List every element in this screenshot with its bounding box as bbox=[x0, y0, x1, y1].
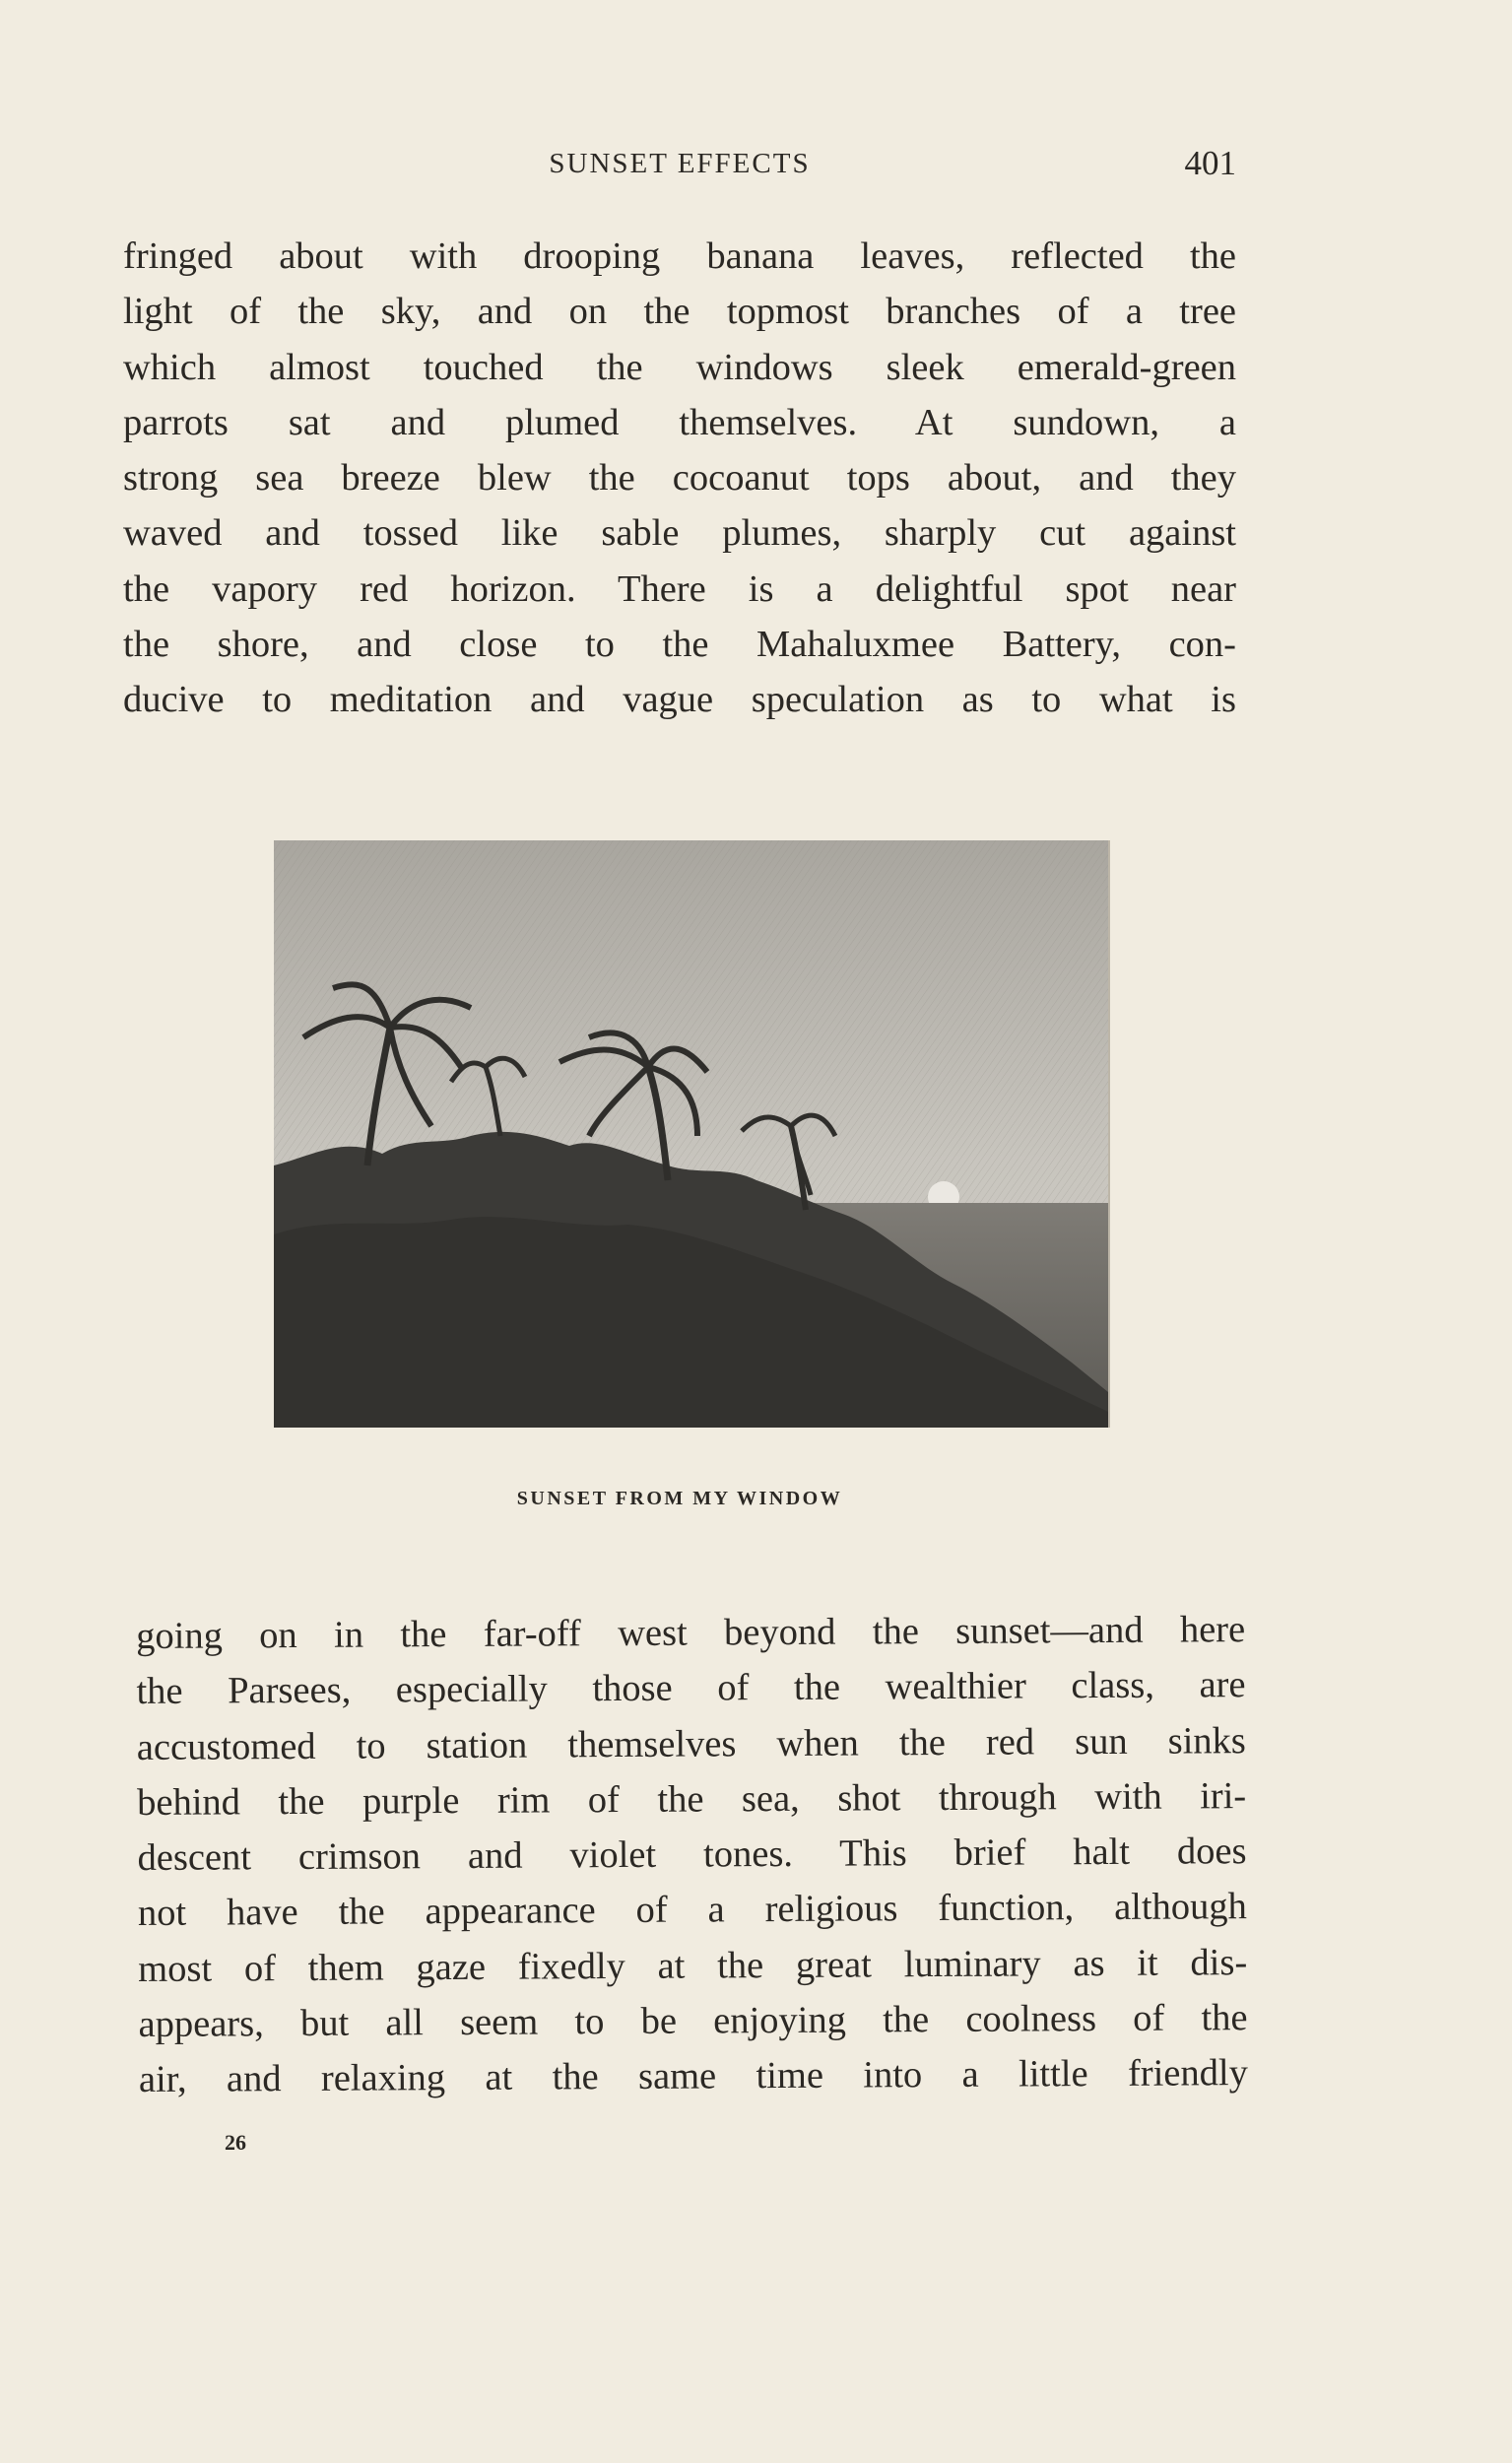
text-line: the shore, and close to the Mahaluxmee Battery, con- bbox=[123, 624, 1236, 666]
text-line: air, and relaxing at the same time into a little friendly bbox=[138, 2052, 1249, 2101]
text-line: accustomed to station themselves when the red sun sinks bbox=[136, 1719, 1246, 1768]
text-line: behind the purple rim of the sea, shot through with iri- bbox=[137, 1775, 1247, 1824]
text-line: not have the appearance of a religious function, although bbox=[137, 1886, 1247, 1935]
paragraph-bottom bbox=[136, 1602, 1248, 2108]
text-line: the vapory red horizon. There is a delightful spot near bbox=[123, 567, 1236, 610]
sunset-photograph bbox=[274, 840, 1110, 1428]
text-line: the Parsees, especially those of the wealthier class, are bbox=[136, 1664, 1246, 1713]
running-head bbox=[123, 144, 1236, 191]
text-line: most of them gaze fixedly at the great luminary as it dis- bbox=[138, 1941, 1248, 1990]
text-line: ducive to meditation and vague speculation as to what is bbox=[123, 679, 1236, 721]
text-line: fringed about with drooping banana leaves, reflected the bbox=[123, 235, 1236, 277]
text-line: which almost touched the windows sleek emerald-green bbox=[123, 346, 1236, 388]
figure-caption: SUNSET FROM MY WINDOW bbox=[516, 1488, 843, 1509]
page-number: 401 bbox=[1184, 144, 1236, 182]
running-title: SUNSET EFFECTS bbox=[549, 148, 811, 179]
text-line: parrots sat and plumed themselves. At sundown, a bbox=[123, 401, 1236, 443]
text-line: strong sea breeze blew the cocoanut tops about, and they bbox=[123, 457, 1236, 499]
signature-mark: 26 bbox=[225, 2130, 246, 2155]
text-line: waved and tossed like sable plumes, sharply cut against bbox=[123, 512, 1236, 555]
photograph-illustration bbox=[274, 840, 1108, 1428]
text-line: going on in the far-off west beyond the sunset—and here bbox=[136, 1609, 1246, 1657]
text-line: descent crimson and violet tones. This brief halt does bbox=[137, 1831, 1247, 1880]
paragraph-top bbox=[123, 229, 1236, 728]
text-line: light of the sky, and on the topmost branches of a tree bbox=[123, 291, 1236, 333]
text-line: appears, but all seem to be enjoying the coolness of the bbox=[138, 1997, 1248, 2046]
